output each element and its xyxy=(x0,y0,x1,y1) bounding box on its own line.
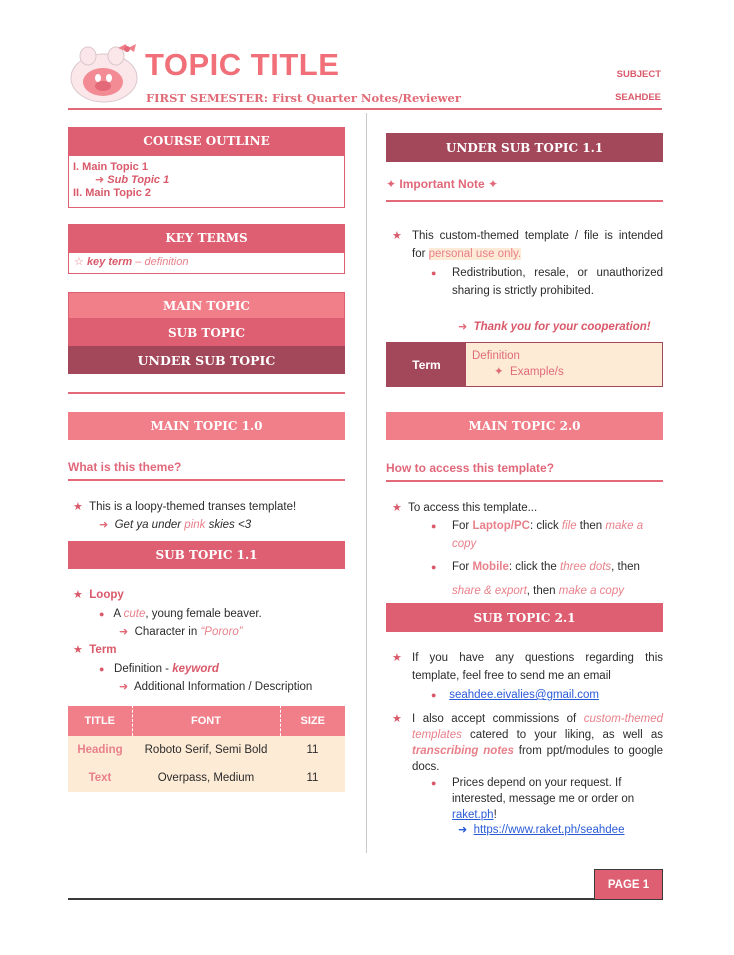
thanks-line: ➜ Thank you for your cooperation! xyxy=(458,321,651,333)
term-definition-box xyxy=(386,342,663,387)
prices-bullet: ● Prices depend on your request. If interested, message me or order on raket.ph! xyxy=(431,777,635,821)
divider xyxy=(68,479,345,481)
key-terms-box: ☆ key term – definition xyxy=(68,252,345,274)
page-number: PAGE 1 xyxy=(594,869,663,900)
star-icon: ★ xyxy=(73,589,83,601)
arrow-right-icon: ➜ xyxy=(99,519,109,531)
table-cell: Overpass, Medium xyxy=(132,764,280,792)
mascot-logo xyxy=(68,42,142,104)
url-line xyxy=(458,821,663,839)
raket-url-link[interactable]: https://www.raket.ph/seahdee xyxy=(473,824,625,836)
bullet-dot-icon: ● xyxy=(431,521,437,531)
loopy-character: ➜ Character in “Pororo” xyxy=(119,626,243,638)
section-heading: What is this theme? xyxy=(68,460,182,474)
custom-note-bullet: ★ This custom-themed template / file is intended for personal use only. xyxy=(392,227,663,263)
outline-item: II. Main Topic 2 xyxy=(73,187,152,199)
subject-label: SUBJECT xyxy=(616,69,661,80)
loopy-bullet: ★ Loopy xyxy=(73,589,124,601)
divider xyxy=(68,392,345,394)
bullet-dot-icon: ● xyxy=(431,268,437,278)
outline-subitem: ➜ Sub Topic 1 xyxy=(95,174,170,186)
table-cell: Text xyxy=(68,764,132,792)
bullet-dot-icon: ● xyxy=(431,778,437,788)
redistribution-bullet: ● Redistribution, resale, or unauthorized sharing is strictly prohibited. xyxy=(431,264,663,300)
course-outline-box xyxy=(68,155,345,208)
questions-bullet: ★ If you have any questions regarding this template, feel free to send me an email xyxy=(392,649,663,685)
key-term-definition: definition xyxy=(144,256,189,268)
star-icon: ★ xyxy=(392,230,402,242)
email-link[interactable]: seahdee.eivalies@gmail.com xyxy=(449,689,599,701)
term-box-example: ✦ Example/s xyxy=(494,366,564,378)
laptop-bullet: ● For Laptop/PC: click file then make a copy xyxy=(431,517,663,553)
raket-link[interactable]: raket.ph xyxy=(452,809,494,821)
page-title: TOPIC TITLE xyxy=(145,47,340,82)
star-icon: ★ xyxy=(73,501,83,513)
key-term: key term xyxy=(86,256,133,268)
arrow-right-icon: ➜ xyxy=(119,681,129,693)
bullet-dot-icon: ● xyxy=(431,562,437,572)
outline-item: I. Main Topic 1 xyxy=(73,161,148,173)
bullet-dot-icon: ● xyxy=(99,664,105,674)
table-cell: 11 xyxy=(280,764,345,792)
arrow-right-icon: ➜ xyxy=(119,626,129,638)
level-main-topic: MAIN TOPIC xyxy=(68,292,345,319)
arrow-right-icon: ➜ xyxy=(458,321,468,333)
term-definition: ● Definition - keyword xyxy=(99,663,219,675)
star-icon: ★ xyxy=(392,652,402,664)
table-cell: 11 xyxy=(280,736,345,764)
table-row xyxy=(68,736,345,764)
column-divider xyxy=(366,113,367,853)
table-cell: Roboto Serif, Semi Bold xyxy=(132,736,280,764)
term-box-definition: Definition xyxy=(472,350,520,362)
table-header: SIZE xyxy=(280,706,345,736)
star-outline-icon: ☆ xyxy=(74,256,84,268)
divider xyxy=(386,480,663,482)
page-subtitle: FIRST SEMESTER: First Quarter Notes/Reviewer xyxy=(146,91,461,105)
under-sub-topic-band: UNDER SUB TOPIC 1.1 xyxy=(386,133,663,162)
term-box-body xyxy=(466,343,662,386)
sub-topic-band: SUB TOPIC 1.1 xyxy=(68,541,345,569)
loopy-desc: ● A cute, young female beaver. xyxy=(99,608,262,620)
term-bullet: ★ Term xyxy=(73,644,117,656)
sub-topic-band: SUB TOPIC 2.1 xyxy=(386,603,663,632)
email-bullet xyxy=(431,686,663,704)
table-cell: Heading xyxy=(68,736,132,764)
level-under-sub-topic: UNDER SUB TOPIC xyxy=(68,346,345,374)
main-topic-band: MAIN TOPIC 2.0 xyxy=(386,412,663,440)
important-note-heading: ✦ Important Note ✦ xyxy=(386,177,499,191)
commissions-bullet: ★ I also accept commissions of custom-themed templates catered to your liking, as well as transcribing notes from ppt/modules to google docs. xyxy=(392,713,663,773)
key-terms-heading: KEY TERMS xyxy=(68,224,345,252)
term-box-term: Term xyxy=(387,343,466,386)
level-sub-topic: SUB TOPIC xyxy=(68,319,345,346)
bullet-dot-icon: ● xyxy=(99,609,105,619)
footer-rule xyxy=(68,898,662,900)
header-rule xyxy=(68,108,662,110)
sparkle-icon: ✦ xyxy=(494,366,504,378)
arrow-right-icon: ➜ xyxy=(458,824,468,836)
course-outline-heading: COURSE OUTLINE xyxy=(68,127,345,155)
table-header: TITLE xyxy=(68,706,132,736)
mobile-bullet: ● For Mobile: click the three dots, then share & export, then make a copy xyxy=(431,555,663,603)
star-icon: ★ xyxy=(73,644,83,656)
main-topic-band: MAIN TOPIC 1.0 xyxy=(68,412,345,440)
divider xyxy=(386,200,663,202)
table-header-row xyxy=(68,706,345,736)
star-icon: ★ xyxy=(392,713,402,725)
theme-bullet: ★ This is a loopy-themed transes template! xyxy=(73,501,297,513)
table-header: FONT xyxy=(132,706,280,736)
access-intro-bullet: ★ To access this template... xyxy=(392,502,538,514)
font-table xyxy=(68,705,345,792)
term-additional-info: ➜ Additional Information / Description xyxy=(119,681,313,693)
section-heading: How to access this template? xyxy=(386,461,555,475)
table-row xyxy=(68,764,345,792)
theme-sub: ➜ Get ya under pink skies <3 xyxy=(99,519,252,531)
bullet-dot-icon: ● xyxy=(431,690,437,700)
star-icon: ★ xyxy=(392,502,402,514)
author-label: SEAHDEE xyxy=(615,92,661,103)
arrow-right-icon: ➜ xyxy=(95,174,105,186)
